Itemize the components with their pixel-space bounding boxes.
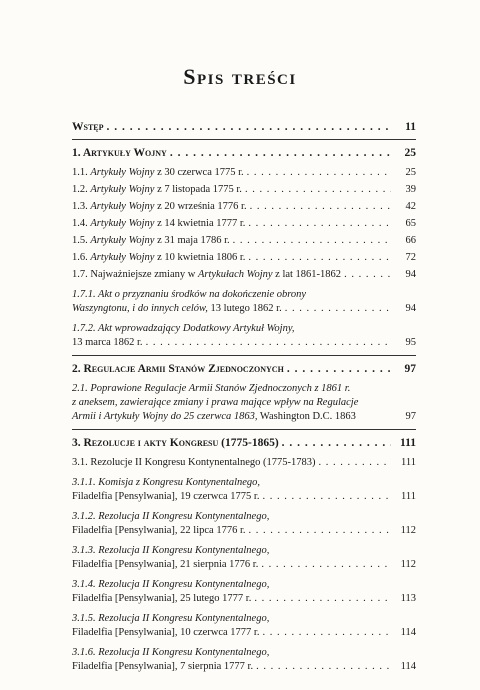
toc-entry-1-7[interactable]: 1.7. Najważniejsze zmiany w Artykułach Wojny z lat 1861-1862 . . . 94 [72, 268, 416, 282]
toc-entry-page: 112 [400, 525, 416, 536]
toc-entry-page: 111 [401, 491, 416, 502]
leader-dots [245, 183, 391, 197]
toc-entry-1-4[interactable]: 1.4. Artykuły Wojny z 14 kwietnia 1777 r. . . . 65 [72, 217, 416, 231]
toc-entry-1-6[interactable]: 1.6. Artykuły Wojny z 10 kwietnia 1806 r. . . . 72 [72, 251, 416, 265]
leader-dots [261, 558, 391, 572]
toc-entry-page: 114 [400, 661, 416, 672]
toc-entry-3-1-6[interactable]: 3.1.6. Rezolucja II Kongresu Kontynentalnego, Filadelfia [Pensylwania], 7 sierpnia 1777 r. . . . 114 [72, 646, 416, 674]
leader-dots [285, 302, 391, 316]
leader-dots [262, 626, 391, 640]
leader-dots [254, 592, 391, 606]
toc-entry-page: 111 [401, 457, 416, 468]
toc-entry-title: Wstęp [72, 121, 104, 133]
leader-dots [248, 251, 391, 265]
leader-dots [146, 336, 391, 350]
toc-entry-chapter-1[interactable] [72, 146, 416, 160]
toc-entry-page: 42 [405, 201, 416, 212]
toc-entry-1-3[interactable]: 1.3. Artykuły Wojny z 20 września 1776 r. . . . 42 [72, 200, 416, 214]
toc-entry-page: 114 [400, 627, 416, 638]
section-divider [72, 429, 416, 430]
leader-dots [318, 456, 391, 470]
toc-entry-page: 97 [404, 363, 416, 375]
toc-entry-1-1[interactable]: 1.1. Artykuły Wojny z 30 czerwca 1775 r. . . . 25 [72, 166, 416, 180]
toc-entry-page: 111 [400, 437, 416, 449]
toc-entry-wstep[interactable] [72, 120, 416, 134]
toc-entry-3-1[interactable]: 3.1. Rezolucje II Kongresu Kontynentalnego (1775-1783) . . . 111 [72, 456, 416, 470]
toc-entry-page: 11 [405, 121, 416, 133]
section-divider [72, 139, 416, 140]
leader-dots [247, 166, 391, 180]
toc-entry-page: 25 [405, 167, 416, 178]
toc-entry-page: 113 [400, 593, 416, 604]
toc-entry-page: 25 [404, 147, 416, 159]
leader-dots [287, 362, 391, 376]
leader-dots [250, 200, 391, 214]
toc-entry-page: 97 [405, 411, 416, 422]
leader-dots [256, 660, 391, 674]
leader-dots [282, 436, 391, 450]
toc-entry-page: 94 [405, 269, 416, 280]
toc-entry-page: 95 [405, 337, 416, 348]
toc-entry-page: 66 [405, 235, 416, 246]
toc-entry-1-7-1[interactable]: 1.7.1. Akt o przyznaniu środków na dokończenie obrony Waszyngtonu, i do innych celów, 13 lutego 1862 r. . . . 94 [72, 288, 416, 316]
toc-entry-page: 39 [405, 184, 416, 195]
toc-entry-3-1-5[interactable]: 3.1.5. Rezolucja II Kongresu Kontynentalnego, Filadelfia [Pensylwania], 10 czerwca 1777 r. . . . 114 [72, 612, 416, 640]
toc-entry-3-1-2[interactable]: 3.1.2. Rezolucja II Kongresu Kontynentalnego, Filadelfia [Pensylwania], 22 lipca 1776 r. . . . 112 [72, 510, 416, 538]
toc-entry-3-1-3[interactable]: 3.1.3. Rezolucja II Kongresu Kontynentalnego, Filadelfia [Pensylwania], 21 sierpnia 1776 r. . . . 112 [72, 544, 416, 572]
toc-entry-page: 65 [405, 218, 416, 229]
leader-dots [248, 217, 391, 231]
toc-entry-3-1-4[interactable]: 3.1.4. Rezolucja II Kongresu Kontynentalnego, Filadelfia [Pensylwania], 25 lutego 1777 r. . . . 113 [72, 578, 416, 606]
toc-entry-chapter-2[interactable] [72, 362, 416, 376]
leader-dots [344, 268, 391, 282]
toc-entry-title: 1. Artykuły Wojny [72, 147, 167, 159]
toc-entry-1-2[interactable]: 1.2. Artykuły Wojny z 7 listopada 1775 r. . . . 39 [72, 183, 416, 197]
toc-entry-1-7-2[interactable]: 1.7.2. Akt wprowadzający Dodatkowy Artykuł Wojny, 13 marca 1862 r. . . . 95 [72, 322, 416, 350]
section-divider [72, 355, 416, 356]
leader-dots [107, 120, 391, 134]
page-title: Spis treści [183, 64, 297, 89]
toc-entry-page: 112 [400, 559, 416, 570]
leader-dots [249, 524, 391, 538]
toc-entry-title: 3. Rezolucje i akty Kongresu (1775-1865) [72, 437, 279, 449]
leader-dots [262, 490, 391, 504]
toc-entry-3-1-1[interactable]: 3.1.1. Komisja z Kongresu Kontynentalnego, Filadelfia [Pensylwania], 19 czerwca 1775 r. . . . 111 [72, 476, 416, 504]
toc-entry-chapter-3[interactable] [72, 436, 416, 450]
toc-entry-1-5[interactable]: 1.5. Artykuły Wojny z 31 maja 1786 r. . . . 66 [72, 234, 416, 248]
leader-dots [170, 146, 391, 160]
toc-entry-page: 72 [405, 252, 416, 263]
toc-entry-2-1[interactable]: 2.1. Poprawione Regulacje Armii Stanów Zjednoczonych z 1861 r. z aneksem, zawierające zmiany i prawa mające wpływ na Regulacje Armii i Artykuły Wojny do 25 czerwca 1863, Washington D.C. 1863 97 [72, 383, 416, 422]
toc-entry-page: 94 [405, 303, 416, 314]
leader-dots [233, 234, 391, 248]
toc-entry-title: 2. Regulacje Armii Stanów Zjednoczonych [72, 363, 284, 375]
table-of-contents [72, 120, 416, 674]
